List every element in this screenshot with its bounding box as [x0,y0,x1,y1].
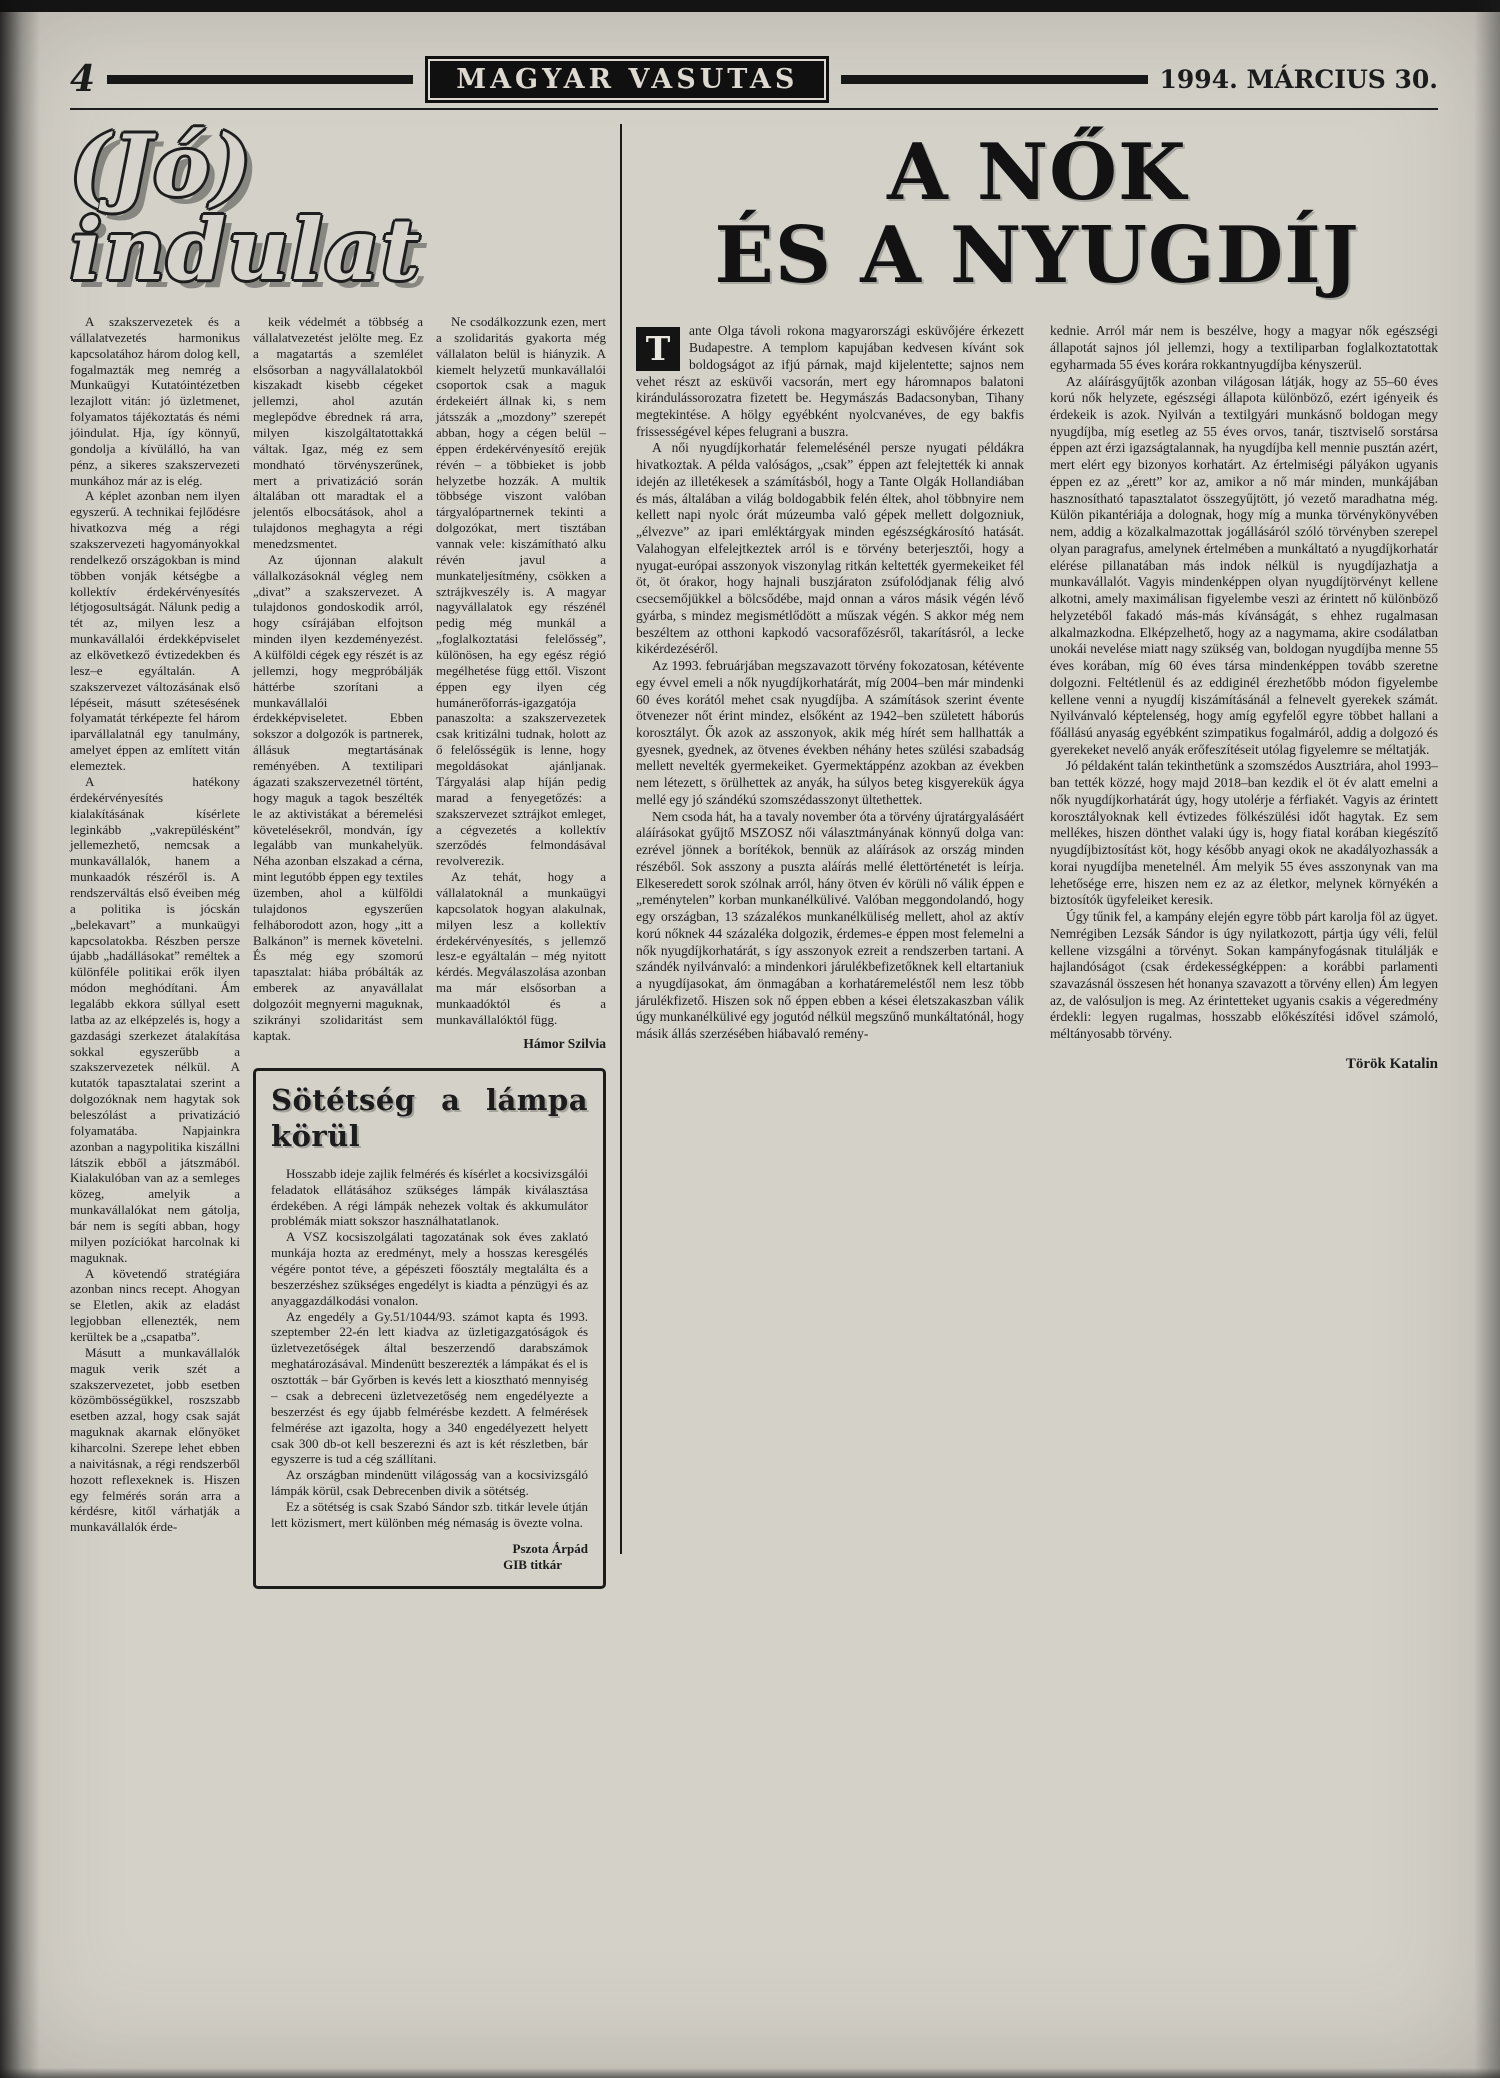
issue-date: 1994. MÁRCIUS 30. [1159,64,1438,94]
paragraph: Jó példaként talán tekinthetünk a szomszédos Ausztriára, ahol 1993–ban tették közzé, hogy majd 2018–ban kezdik el öt év alatt emelni a nők nyugdíjkorhatárát úgy, hogy utolérje a férfiakét. Vagyis az érintett korosztályoknak kell évtizedes fölkészülési időt hagytak. Ez sem mellékes, hiszen dönthet valaki úgy is, hogy fiatal korában kiegészítő nyugdíjbiztosítást köt, hogy később anyagi okok ne akadályozhassák a korai nyugdíjba menetelnél. Ám melyik 55 éves asszonynak van ma lehetősége erre, hiszen nem ez az az életkor, melynek környékén a biztosítók ügyfeleiket keresik. [1050,758,1438,908]
headline-text: (Jó) indulat [70,116,422,299]
paragraph: Hosszabb ideje zajlik felmérés és kísérlet a kocsivizsgálói feladatok ellátásához szükséges lámpák kiválasztása érdekében. A régi lámpák nehezek voltak és akkumulátor problémák miatt sokszor használhatatlanok. [271,1165,588,1229]
scan-edge-right [1474,0,1500,2078]
headline-line-2: ÉS A NYUGDÍJ [714,209,1360,301]
header-rule-right [841,75,1147,84]
masthead: MAGYAR VASUTAS [425,56,829,103]
page-number: 4 [70,58,96,100]
body-column-1 [636,323,1024,1073]
paragraph: Az országban mindenütt világosság van a kocsivizsgáló lámpák körül, csak Debrecenben divik a sötétség. [271,1467,588,1499]
paragraph: A képlet azonban nem ilyen egyszerű. A technikai fejlődésre hivatkozva még a régi szakszervezeti hagyományokkal rendelkező országokban is mind többen vonják kétségbe a kollektív érdekérvényesítés létjogosultságát. Nálunk pedig a tét az, milyen lesz a munkavállalói érdekképviselet az elkövetkező évtizedekben és lesz–e egyáltalán. A szakszervezet változásának első lépéseit, másutt szétesésének folyamatát térképezte fel három iparvállalatnál egy tanulmány, amelyet éppen az említett vitán elemeztek. [70,488,240,774]
paragraph-text: ante Olga távoli rokona magyarországi esküvőjére érkezett Budapestre. A templom kapujában kedvesen kívánt sok boldogságot az ifjú párnak, majd kijelentette; sajnos nem vehet részt az esküvői vacsorán, mert egy háromnapos balatoni kirándulássorozatra fizetett be. Hegymászás Badacsonyban, Tihany megtekintése. A hölgy egyébként nyolcvanéves, de egy bakfis frissességével képes felugrani a buszra. [636,323,1024,439]
paragraph: Ez a sötétség is csak Szabó Sándor szb. titkár levele útján lett közismert, mert különben még némaság is övezte volna. [271,1498,588,1530]
body-column-3 [436,314,606,1052]
column-divider-rule [620,124,622,1554]
drop-cap: T [636,327,680,371]
paragraph: A női nyugdíjkorhatár felemelésénél persze nyugati példákra hivatkoztak. A példa valóságos, „csak” éppen azt felejtették ki annak idején az illetékesek a számításból, hogy a Tante Olgák Hollandiában és más, általában a világ boldogabbik felén éltek, ahol többnyire nem kellett napi nyolc órát múzeumba való gépek mellett dolgozniuk, „élvezve” az ipari emléktárgyak minden egészségkárosító hatását. Valahogyan elfelejtkeztek arról is e törvény beterjesztői, hogy a nyugat-európai asszonyok viszonylag ritkán keltették gyermekeiket fél öt, öt órakor, hogy hajnali buszjáraton zsúfolódjanak félig alvó csecsemőjükkel a bölcsődébe, majd onnan a város másik végén lévő gyárba, s mindez megismétlődött a műszak végén. S akkor még nem beszéltem az otthoni kapkodó vacsorafőzésről, takarításról, a lecke kikérdezéséről. [636,440,1024,657]
paragraph: Az aláírásgyűjtők azonban világosan látják, hogy az 55–60 éves korú nők helyzete, egészségi állapota különböző, ezért igényeik és érdekeik is azok. Nyilván a textilgyári munkásnő boldogan megy nyugdíjba, míg esetleg az 55 éves orvos, tanár, tisztviselő sorstársa éppen azt érzi igazságtalannak, ha nyugdíjba kell mennie pusztán azért, mert elért egy bizonyos korhatárt. Az értelmiségi pályákon ugyanis éppen ez az „érett” kor az, amikor a nő már minden, munkájában hasznosítható tapasztalatot összegyűjtött, jó vezető maradhatna még. Külön pikantériája a dolognak, hogy míg a munka törvénykönyvében nem, addig a közalkalmazottak jogállásáról szóló törvényben szerepel olyan paragrafus, amelynek értelmében a munkáltató a nyugdíjkorhatár elérése pillanatában más indok nélkül is nyugdíjazhatja a munkavállalót. Vagyis mindenképpen olyan nyugdíjtörvényt kellene alkotni, amely maximálisan figyelembe veszi az érintett nő különböző helyzetéből fakadó más-más kívánságát, s ehhez rugalmasan alkalmazkodna. Elképzelhető, hogy az a nagymama, akire csodálatban unokái nevelése miatt nagy szükség van, boldogan nyugdíjba menne 55 éves korában, míg 60 éves társa mindenképpen tovább szeretne dolgozni. Feltétlenül és az eddiginél érezhetőbb módon figyelembe kellene venni a nyugdíj kiszámításánál a felnevelt gyerekek számát. Nyilvánvaló képtelenség, hogy amíg egyfelől egyre többet hallani a főállású anyaság egyébként szimpatikus fogalmáról, addig a dolgozó és gyerekeket nevelő anyák erőfeszítéseit utólag figyelemre se méltatják. [1050,373,1438,757]
paragraph: Az engedély a Gy.51/1044/93. számot kapta és 1993. szeptember 22-én lett kiadva az üzletigazgatóságok és üzletvezetőségek által beszerzendő darabszámok meghatározásával. Mindenütt beszerezték a lámpákat és el is osztották – bár Győrben is kevés lett a kiosztható mennyiség – csak a debreceni üzletvezetőség nem engedélyezte a beszerzést és egy újabb felmérésbe kezdett. A felmérések felmérése azt igazolta, hogy a 340 engedélyezett helyett csak 300 db-ot kell beszerezni és azt is két részletben, bár egyszerre is tud a cég szállítani. [271,1308,588,1467]
paragraph: Másutt a munkavállalók maguk verik szét a szakszervezetet, jobb esetben közömbösségükkel, roszszabb esetben azzal, hogy csak saját maguknak akarnak előnyöket kiharcolni. Szerepe lehet ebben a naivitásnak, a régi rendszerből hozott reflexeknek is. Hiszen egy felmérés során arra a kérdésre, kitől várhatják a munkavállalók érde- [70,1344,240,1535]
paragraph: A VSZ kocsiszolgálati tagozatának sok éves zaklató munkája hozta az eredményt, mely a hosszas keresgélés végére pontot téve, a gépészeti főosztály megtalálta és a beszerzéshez szükséges engedélyt is kiadta a pénzügyi és az anyaggazdálkodási vonalon. [271,1229,588,1308]
header-underline [70,108,1438,110]
left-article-body [70,314,606,1589]
paragraph: Nem csoda hát, ha a tavaly november óta a törvény újratárgyalásáért aláírásokat gyűjtő MSZOSZ női választmányának könnyű dolga van: ezrével jönnek a borítékok, bennük az aláírások az ország minden részéből. Sok asszony a puszta aláírás mellé élettörténetét is leírja. Elkeseredett sorok szólnak arról, hány ötven év körüli nő válik éppen e „reménytelen” korban munkanélkülivé. Valóban meggondolandó, hogy egy országban, 13 százalékos munkanélküliség mellett, ahol az aktív korú nőknek 44 százaléka dolgozik, érdemes-e éppen most felemelni a nők nyugdíjkorhatárát, s így asszonyok ezreit a rendszerben tartani. A szándék nyilvánvaló: a mindenkori járulékbefizetőknek kell eltartaniuk a nyugdíjasokat, ám önmagában a korhatáremeléstől nem lesz több járulékfizető. Hiszen sok nő éppen ebben a kései életszakaszban válik úgy munkanélkülivé egy jogutód nélkül megszűnő munkáltatónál, hogy másik állás szerzésében hiábavaló remény- [636,808,1024,1042]
scan-edge-top [0,0,1500,12]
paragraph: A szakszervezetek és a vállalatvezetés harmonikus kapcsolatához három dolog kell, fogalmazták meg nemrég a Munkaügyi Kutatóintézetben lezajlott vitán: jó üzletmenet, folyamatos tájékoztatás és némi jóindulat. Hja, így könnyű, gondolja a kívülálló, ha van pénz, a sikeres szakszervezeti munkához már az is elég. [70,314,240,488]
left-article-headline [70,116,606,299]
page-content [70,118,1438,1589]
paragraph: A követendő stratégiára azonban nincs recept. Ahogyan se Eletlen, akik az eladást legjobban ellenezték, nem kerültek be a „csapatba”. [70,1265,240,1344]
page-header [70,56,1438,102]
article-jo-indulat [70,118,606,1589]
paragraph: keik védelmét a többség a vállalatvezetést jelölte meg. Ez a magatartás a szemlélet elsősorban a nagyvállalatokból kiszakadt kisebb cégeket jellemzi, ahol azután meglepődve ébrednek rá arra, milyen kiszolgáltatottakká váltak. Igaz, még ez sem mondható törvényszerűnek, mert a privatizáció során általában ott maradtak el a jelentős elbocsátások, ahol a tulajdonos meghagyta a régi menedzsmentet. [253,314,423,552]
header-rule-left [107,75,413,84]
paragraph: A hatékony érdekérvényesítés kialakításának kísérlete leginkább „vakrepülésként” jellemezhető, nemcsak a munkavállalók, hanem a munkaadók részéről is. A rendszerváltás első éveiben még a politika is jócskán „belekavart” a munkaügyi kapcsolatokba. Részben persze újabb „hadállásokat” reméltek a különféle politikai erők ilyen módon meghódítani. Ám legalább ekkora súllyal esett latba az az elképzelés is, hogy a gazdasági szerkezet átalakítása sokkal egyszerűbb a szakszervezetek nélkül. A kutatók tapasztalatai szerint a dolgozóknak nem hagytak sok beleszólást a privatizáció folyamatába. Napjainkra azonban a nagypolitika kiszállni látszik ebből a játszmából. Kialakulóban van az a semleges közeg, amelyik a munkavállalókat nem gátolja, bár nem is segíti abban, hogy milyen pozíciókat harcolnak ki maguknak. [70,773,240,1265]
author-byline: Török Katalin [1345,1055,1438,1072]
paragraph: Az tehát, hogy a vállalatoknál a munkaügyi kapcsolatok hogyan alakulnak, milyen lesz a kollektív érdekérvényesítés, s jellemző lesz-e egyáltalán – még nyitott kérdés. Megválaszolása azonban ma már elsősorban a munkaadóktól és a munkavállalóktól függ. [436,869,607,1027]
left-article-rest [253,314,606,1589]
right-article-body [636,323,1438,1073]
headline-line-1: A NŐK [887,127,1187,218]
left-article-columns-2-3 [253,314,606,1052]
paragraph: Az 1993. februárjában megszavazott törvény fokozatosan, kétévente egy évvel emeli a nők nyugdíjkorhatárát, míg 2004–ben már mindenki 60 éves korától mehet csak nyugdíjba. A számítások szerint évente ötvenezer nőt érint mindez, elsőként az 1942–ben született háborús korosztályt. Ők azok az asszonyok, akik még hírét sem hallhatták a gyesnek, gyednek, az ötvenes években néhány hetes szülési szabadság mellett nevelték gyermekeiket. Gyermektáppénz azokban az években nem létezett, s örülhettek az anyák, ha súlyos beteg kisgyerekük ágya mellé egy jó szándékú szomszédasszonyt ültethettek. [636,658,1024,807]
paragraph: kednie. Arról már nem is beszélve, hogy a magyar nők egészségi állapotát sajnos jól jellemzi, hogy a textiliparban foglalkoztatottak egyharmada 55 éves korára rokkantnyugdíjba kényszerül. [1050,323,1438,372]
paragraph [636,323,1024,440]
paragraph: Az újonnan alakult vállalkozásoknál végleg nem „divat” a szakszervezet. A tulajdonos gondoskodik arról, hogy csírájában elfojtson minden ilyen kezdeményezést. A külföldi cégek egy részét is az jellemzi, hogy megpróbálják háttérbe szorítani a munkavállalói érdekképviseletet. Ebben sokszor a dolgozók is partnerek, állásuk megtartásának reményében. A textilipari ágazati szakszervezetnél történt, hogy maguk a tagok beszélték le az aktivistákat a béremelési követelésekről, mondván, így legalább van munkahelyük. Néha azonban elszakad a cérna, mint legutóbb éppen egy textiles üzemben, ahol a külföldi tulajdonos egyszerűen felháborodott azon, hogy „itt a Balkánon” is mernek követelni. És még egy szomorú tapasztalat: hiába próbálták az emberek az anyavállalat dolgozóit megnyerni maguknak, szikrányi szolidaritást sem kaptak. [253,551,423,1043]
scan-edge-bottom [0,2068,1500,2078]
paragraph: Ne csodálkozzunk ezen, mert a szolidaritás gyakorta még vállalaton belül is hiányzik. A kiemelt helyzetű munkavállalói csoportok csak a maguk érdekeiért állnak ki, s nem játsszák a „mozdony” szerepét abban, hogy a cégen belül – éppen érdekérvényesítő erejük révén – a többieket is jobb helyzetbe hozzák. A multik többsége viszont valóban tárgyalópartnernek tekinti a dolgozókat, mert tisztában vannak vele: kiszámítható alku révén javul a munkateljesítmény, csökken a sztrájkveszély is. A magyar nagyvállalatok egy részénél pedig még munkál a „foglalkoztatási felelősség”, különösen, ha egy egész régió megélhetése függ ettől. Viszont éppen egy ilyen cég humánerőforrás-igazgatója panaszolta: a szakszervezetek csak kritizálni tudnak, holott az ő felelősségük is lenne, hogy megoldásokat ajánljanak. Tárgyalási alap híján pedig marad a fenyegetőzés: a szakszervezet sztrájkot emleget, a cégvezetés a kollektív szerződés felmondásával revolverezik. [436,314,606,869]
box-headline: Sötétség a lámpa körül [271,1083,588,1153]
scan-edge-left [0,0,40,2078]
paragraph: Úgy tűnik fel, a kampány elején egyre több párt karolja föl az ügyet. Nemrégiben Lezsák Sándor is úgy nyilatkozott, pártja úgy véli, felül kellene vizsgálni a törvényt. Sokan kampányfogásnak titulálják e hajlandóságot (csak érdekességképpen: a korábbi parlamenti szavazásnál összesen hét honanya szavazott a törvény ellen) Ám legyen az, de valósuljon is meg. Az érintetteket ugyanis csakis a végeredmény érdekli: legyen rugalmas, hosszabb előkészítési idővel számoló, méltányosabb törvény. [1050,909,1438,1042]
article-nok-nyugdij [636,118,1438,1589]
article-sotetseg [253,1068,606,1589]
author-title: GIB titkár [503,1556,562,1572]
body-column-2 [1050,323,1438,1073]
author-byline: Pszota Árpád [512,1540,588,1556]
body-column-2 [253,314,423,1052]
right-article-headline [636,127,1438,301]
author-byline: Hámor Szilvia [523,1035,606,1051]
body-column-1 [70,314,240,1589]
